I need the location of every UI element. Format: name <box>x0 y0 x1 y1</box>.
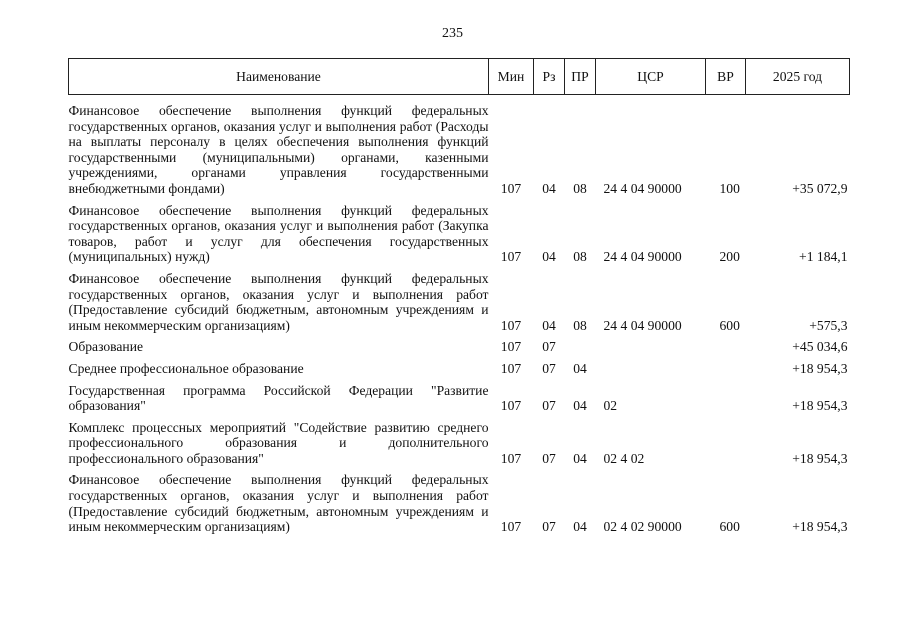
row-name: Государственная программа Российской Федерации "Развитие образования" <box>68 382 489 414</box>
row-pr: 04 <box>573 360 587 376</box>
row-name: Образование <box>68 339 144 355</box>
row-min: 107 <box>500 360 522 376</box>
header-csr: ЦСР <box>596 59 706 95</box>
table-row <box>69 466 850 534</box>
row-csr <box>596 333 706 355</box>
table-row <box>69 414 850 467</box>
row-csr: 02 4 02 90000 <box>603 519 682 535</box>
row-vr: 100 <box>719 180 740 196</box>
row-pr: 08 <box>573 317 587 333</box>
budget-table <box>68 58 850 535</box>
row-vr <box>706 414 746 467</box>
row-rz: 04 <box>542 249 556 265</box>
row-amount: +18 954,3 <box>792 450 848 466</box>
row-csr: 02 4 02 <box>603 450 645 466</box>
table-row <box>69 265 850 333</box>
row-name: Финансовое обеспечение выполнения функций федеральных государственных органов, оказания услуг и выполнения работ (Предоставление субсидий бюджетным, автономным учреждениям и иным некоммерческим организациям) <box>68 270 489 333</box>
table-header-row <box>69 59 850 95</box>
row-rz: 07 <box>542 398 556 414</box>
header-min: Мин <box>489 59 534 95</box>
row-csr: 24 4 04 90000 <box>603 180 682 196</box>
row-rz: 04 <box>542 317 556 333</box>
row-name: Комплекс процессных мероприятий "Содействие развитию среднего профессионального образования и дополнительного профессионального образования" <box>68 419 489 466</box>
row-rz: 07 <box>542 519 556 535</box>
row-amount: +45 034,6 <box>792 339 848 355</box>
header-vr: ВР <box>706 59 746 95</box>
table-row <box>69 333 850 355</box>
row-min: 107 <box>500 398 522 414</box>
row-min: 107 <box>500 317 522 333</box>
row-rz: 07 <box>542 450 556 466</box>
row-name: Финансовое обеспечение выполнения функций федеральных государственных органов, оказания услуг и выполнения работ (Закупка товаров, работ и услуг для обеспечения государственных (муниципальных) нужд) <box>68 202 489 265</box>
row-vr <box>706 355 746 377</box>
row-min: 107 <box>500 519 522 535</box>
row-rz: 07 <box>542 360 556 376</box>
row-min: 107 <box>500 450 522 466</box>
header-year: 2025 год <box>746 59 850 95</box>
row-pr: 08 <box>573 249 587 265</box>
row-vr: 200 <box>719 249 740 265</box>
row-name: Среднее профессиональное образование <box>68 360 304 376</box>
page-number: 235 <box>442 26 463 41</box>
row-pr: 04 <box>573 450 587 466</box>
row-min: 107 <box>500 339 522 355</box>
row-rz: 04 <box>542 180 556 196</box>
row-name: Финансовое обеспечение выполнения функций федеральных государственных органов, оказания услуг и выполнения работ (Расходы на выплаты персоналу в целях обеспечения выполнения функций государственными (муниципальными) органами, казенными учреждениями, органами управления государственными внебюджетными фондами) <box>68 103 489 196</box>
table-row <box>69 197 850 265</box>
row-vr <box>706 377 746 414</box>
row-amount: +35 072,9 <box>792 180 848 196</box>
row-csr: 24 4 04 90000 <box>603 317 682 333</box>
table-row <box>69 377 850 414</box>
row-amount: +575,3 <box>809 317 848 333</box>
row-pr: 08 <box>573 180 587 196</box>
row-amount: +18 954,3 <box>792 519 848 535</box>
row-name: Финансовое обеспечение выполнения функций федеральных государственных органов, оказания услуг и выполнения работ (Предоставление субсидий бюджетным, автономным учреждениям и иным некоммерческим организациям) <box>68 472 489 535</box>
row-vr: 600 <box>719 519 740 535</box>
row-vr: 600 <box>719 317 740 333</box>
header-pr: ПР <box>565 59 596 95</box>
row-rz: 07 <box>542 339 556 355</box>
row-amount: +18 954,3 <box>792 398 848 414</box>
row-csr: 24 4 04 90000 <box>603 249 682 265</box>
row-vr <box>706 333 746 355</box>
row-min: 107 <box>500 249 522 265</box>
row-min: 107 <box>500 180 522 196</box>
row-pr <box>565 333 596 355</box>
row-csr: 02 <box>603 398 618 414</box>
row-csr <box>596 355 706 377</box>
header-rz: Рз <box>534 59 565 95</box>
row-pr: 04 <box>573 398 587 414</box>
header-name: Наименование <box>69 59 489 95</box>
row-pr: 04 <box>573 519 587 535</box>
row-amount: +18 954,3 <box>792 360 848 376</box>
table-row <box>69 95 850 197</box>
row-amount: +1 184,1 <box>799 249 848 265</box>
table-row <box>69 355 850 377</box>
